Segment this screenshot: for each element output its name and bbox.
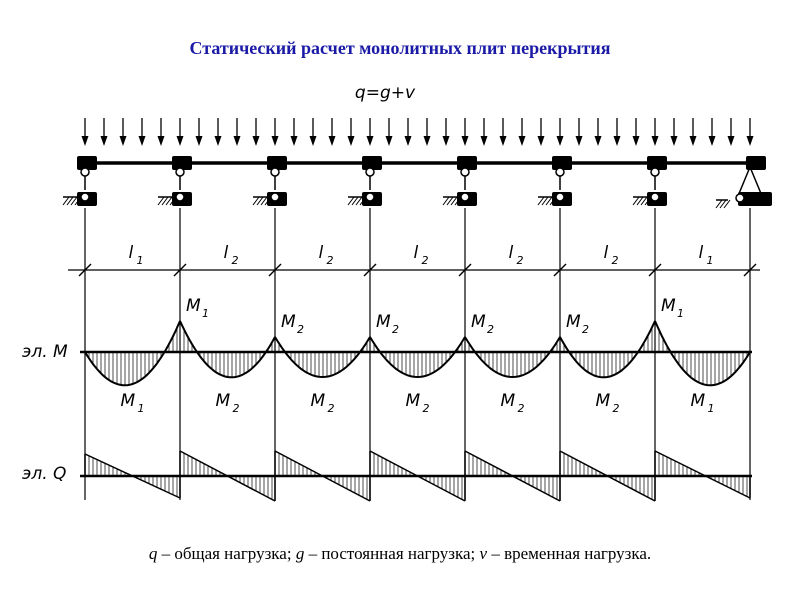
load-arrow-head bbox=[120, 136, 127, 146]
load-arrow-head bbox=[329, 136, 336, 146]
span-moment-label-sub: 1 bbox=[137, 402, 145, 415]
span-label-sub: 1 bbox=[136, 254, 144, 267]
load-arrow-head bbox=[462, 136, 469, 146]
load-arrow-head bbox=[747, 136, 754, 146]
span-moment-label: M bbox=[595, 391, 611, 411]
span-moment-label: M bbox=[405, 391, 421, 411]
span-label-sub: 1 bbox=[706, 254, 714, 267]
load-arrow-head bbox=[158, 136, 165, 146]
caption-q-text: – общая нагрузка; bbox=[157, 544, 296, 563]
load-arrow-head bbox=[234, 136, 241, 146]
load-arrow-head bbox=[253, 136, 260, 146]
span-label-sub: 2 bbox=[421, 254, 429, 267]
load-arrow-head bbox=[500, 136, 507, 146]
support-pin bbox=[556, 168, 564, 176]
support-pin bbox=[366, 193, 374, 201]
load-arrow-head bbox=[481, 136, 488, 146]
caption-g-symbol: g bbox=[295, 544, 305, 563]
span-moment-label: M bbox=[310, 391, 326, 411]
support-pin bbox=[651, 168, 659, 176]
span-label: l bbox=[698, 243, 704, 263]
span-label: l bbox=[413, 243, 419, 263]
span-moment-label-sub: 2 bbox=[612, 402, 620, 415]
support-moment-label-sub: 1 bbox=[677, 307, 684, 320]
load-arrow-head bbox=[367, 136, 374, 146]
load-arrow-head bbox=[215, 136, 222, 146]
load-arrow-head bbox=[671, 136, 678, 146]
span-label-sub: 2 bbox=[516, 254, 524, 267]
load-arrow-head bbox=[310, 136, 317, 146]
load-arrow-head bbox=[139, 136, 146, 146]
span-label: l bbox=[318, 243, 324, 263]
load-arrow-head bbox=[443, 136, 450, 146]
support-pin bbox=[461, 168, 469, 176]
support-moment-label: M bbox=[376, 312, 391, 332]
load-arrow-head bbox=[576, 136, 583, 146]
caption-v-symbol: v bbox=[479, 544, 488, 563]
distributed-load-arrows bbox=[82, 118, 754, 146]
support-pin bbox=[271, 168, 279, 176]
span-label: l bbox=[223, 243, 229, 263]
moment-curve bbox=[180, 321, 275, 377]
load-arrow-head bbox=[538, 136, 545, 146]
span-moment-label-sub: 1 bbox=[707, 402, 715, 415]
dimension-line bbox=[68, 264, 760, 276]
support-pin bbox=[556, 193, 564, 201]
load-arrow-head bbox=[405, 136, 412, 146]
load-arrow-head bbox=[595, 136, 602, 146]
span-moment-label: M bbox=[215, 391, 231, 411]
support-pin bbox=[366, 168, 374, 176]
span-label: l bbox=[603, 243, 609, 263]
span-moment-label-sub: 2 bbox=[232, 402, 240, 415]
support-pin bbox=[176, 168, 184, 176]
caption-v-text: – временная нагрузка. bbox=[487, 544, 652, 563]
load-arrow-head bbox=[82, 136, 89, 146]
load-arrow-head bbox=[348, 136, 355, 146]
support-moment-label-sub: 2 bbox=[392, 323, 399, 336]
load-arrow-head bbox=[709, 136, 716, 146]
span-moment-label: M bbox=[690, 391, 706, 411]
load-arrow-head bbox=[291, 136, 298, 146]
load-arrow-head bbox=[272, 136, 279, 146]
support-moment-label-sub: 2 bbox=[297, 323, 304, 336]
load-arrow-head bbox=[690, 136, 697, 146]
span-moment-label-sub: 2 bbox=[517, 402, 525, 415]
support-strut bbox=[750, 167, 762, 196]
support-pin bbox=[736, 194, 744, 202]
support-moment-label: M bbox=[186, 296, 201, 316]
span-label-sub: 2 bbox=[326, 254, 334, 267]
load-label: q=g+v bbox=[354, 83, 416, 103]
load-arrow-head bbox=[424, 136, 431, 146]
span-moment-label: M bbox=[500, 391, 516, 411]
load-arrow-head bbox=[633, 136, 640, 146]
support-moment-label: M bbox=[471, 312, 486, 332]
moment-curve bbox=[465, 337, 560, 377]
span-labels bbox=[129, 243, 714, 267]
load-arrow-head bbox=[728, 136, 735, 146]
moment-diagram-label: эл. M bbox=[22, 342, 68, 362]
support-moment-label-sub: 2 bbox=[487, 323, 494, 336]
support-moment-label-sub: 2 bbox=[582, 323, 589, 336]
shear-diagram bbox=[80, 451, 752, 501]
span-label-sub: 2 bbox=[231, 254, 239, 267]
support-pin bbox=[176, 193, 184, 201]
caption-q-symbol: q bbox=[148, 544, 158, 563]
support bbox=[63, 156, 97, 206]
support-pin bbox=[651, 193, 659, 201]
support-moment-label-sub: 1 bbox=[202, 307, 209, 320]
shear-line bbox=[655, 451, 750, 498]
span-moment-label-sub: 2 bbox=[327, 402, 335, 415]
caption bbox=[0, 544, 800, 564]
load-arrow-head bbox=[557, 136, 564, 146]
page-title: Статический расчет монолитных плит перекрытия bbox=[189, 38, 611, 58]
support-pin bbox=[271, 193, 279, 201]
support-pin bbox=[81, 193, 89, 201]
shear-diagram-label: эл. Q bbox=[22, 464, 67, 484]
support-moment-label: M bbox=[281, 312, 296, 332]
moment-curve bbox=[370, 337, 465, 377]
moment-diagram bbox=[80, 296, 752, 415]
load-arrow-head bbox=[614, 136, 621, 146]
load-arrow-head bbox=[177, 136, 184, 146]
span-label: l bbox=[508, 243, 514, 263]
span-label: l bbox=[128, 243, 134, 263]
span-moment-label: M bbox=[120, 391, 136, 411]
moment-curve bbox=[275, 337, 370, 377]
support-pin bbox=[81, 168, 89, 176]
support-pin bbox=[461, 193, 469, 201]
load-arrow-head bbox=[652, 136, 659, 146]
support-moment-label: M bbox=[566, 312, 581, 332]
load-arrow-head bbox=[519, 136, 526, 146]
load-arrow-head bbox=[101, 136, 108, 146]
support-moment-label: M bbox=[661, 296, 676, 316]
load-arrow-head bbox=[386, 136, 393, 146]
caption-g-text: – постоянная нагрузка; bbox=[304, 544, 480, 563]
span-moment-label-sub: 2 bbox=[422, 402, 430, 415]
load-arrow-head bbox=[196, 136, 203, 146]
support-strut bbox=[738, 167, 750, 196]
span-label-sub: 2 bbox=[611, 254, 619, 267]
